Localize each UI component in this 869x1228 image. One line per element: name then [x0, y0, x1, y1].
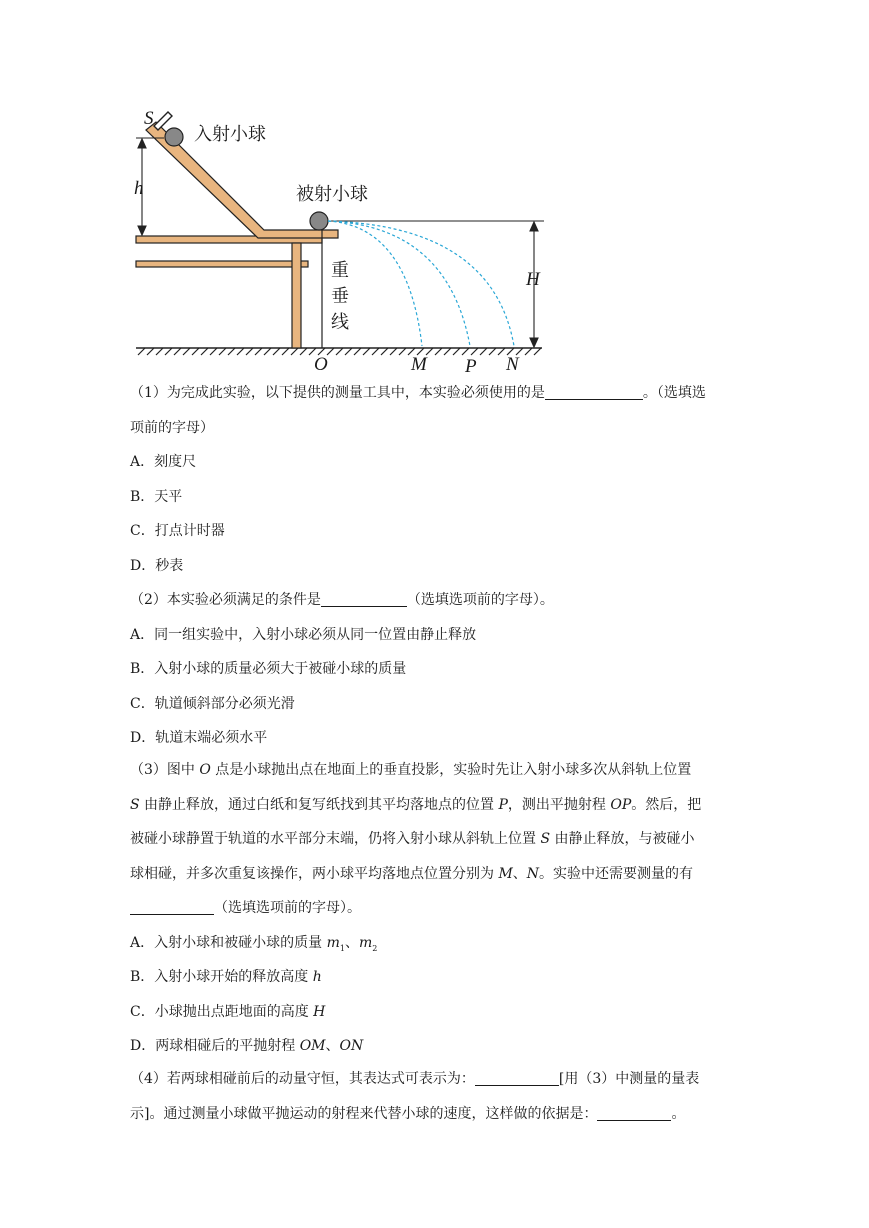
q1-answer-blank[interactable] — [545, 381, 643, 400]
ground-hatch-mark — [237, 348, 244, 355]
q1-option-b: B．天平 — [130, 488, 183, 505]
ground-hatch-mark — [264, 348, 271, 355]
label-target-ball: 被射小球 — [296, 184, 368, 205]
q3-l5-a: （选填选项前的字母）。 — [214, 900, 361, 916]
q3-line5 — [130, 891, 740, 926]
question-1 — [130, 376, 740, 583]
label-H: H — [526, 269, 540, 290]
ground-hatch-mark — [354, 348, 361, 355]
ground-hatch-mark — [273, 348, 280, 355]
ground-hatch-mark — [255, 348, 262, 355]
q2-stem-a: （2）本实验必须满足的条件是 — [130, 592, 321, 608]
label-S: S — [144, 108, 154, 129]
q3-option-d — [130, 1029, 740, 1064]
ground-hatch-mark — [336, 348, 343, 355]
ground-hatch-mark — [138, 348, 145, 355]
q3-l2-P: P — [498, 796, 508, 813]
q2-option-a: A．同一组实验中，入射小球必须从同一位置由静止释放 — [130, 626, 477, 643]
ground-hatch-mark — [300, 348, 307, 355]
q3-optA-sep: 、 — [344, 934, 359, 951]
ground — [136, 348, 542, 355]
q1-option-c: C．打点计时器 — [130, 523, 225, 539]
q2-option-d: D．轨道末端必须水平 — [130, 730, 268, 746]
q1-stem-a: （1）为完成此实验，以下提供的测量工具中，本实验必须使用的是 — [130, 385, 545, 401]
ground-hatch-mark — [435, 348, 442, 355]
table — [136, 236, 322, 348]
ground-hatch-mark — [453, 348, 460, 355]
q4-l1-b: [用（3）中测量的量表 — [558, 1071, 700, 1087]
q3-l3-S: S — [540, 831, 551, 847]
q3-l2-c: 。然后，把 — [631, 796, 702, 813]
trajectories — [328, 221, 514, 346]
label-P: P — [465, 356, 477, 377]
q4-answer-blank-2[interactable] — [597, 1102, 671, 1121]
q3-l4-a: 球相碰，并多次重复该操作，两小球平均落地点位置分别为 — [130, 865, 499, 882]
ground-hatch-mark — [480, 348, 487, 355]
ground-hatch-mark — [210, 348, 217, 355]
q3-optA-text: A．入射小球和被碰小球的质量 — [130, 934, 327, 951]
label-h: h — [134, 178, 144, 199]
q3-optA-m2: m — [358, 934, 373, 951]
q3-optC-text: C．小球抛出点距地面的高度 — [130, 1003, 314, 1020]
q3-l4-sep: 、 — [512, 865, 527, 882]
q3-l2-a: 由静止释放，通过白纸和复写纸找到其平均落地点的位置 — [139, 796, 499, 813]
q3-l2-b: ，测出平抛射程 — [507, 796, 611, 813]
label-plumb-2: 垂 — [331, 286, 349, 307]
ground-hatch-mark — [174, 348, 181, 355]
trajectory-P — [328, 221, 470, 346]
q2-option-c: C．轨道倾斜部分必须光滑 — [130, 695, 295, 712]
q3-optA-sub2: 2 — [372, 943, 378, 953]
q3-option-b — [130, 960, 740, 995]
q1-option-a: A．刻度尺 — [130, 454, 197, 470]
q3-line2 — [130, 788, 740, 823]
ground-hatch-mark — [534, 348, 541, 355]
ground-hatch-mark — [363, 348, 370, 355]
q3-option-c — [130, 995, 740, 1030]
trajectory-N — [328, 221, 514, 346]
ground-hatch-mark — [399, 348, 406, 355]
H-arrow — [328, 221, 544, 347]
incident-ball — [165, 128, 183, 146]
q2-option-b: B．入射小球的质量必须大于被碰小球的质量 — [130, 661, 407, 677]
q1-stem-line2: 项前的字母） — [130, 419, 214, 436]
q3-l4-b: 。实验中还需要测量的有 — [539, 865, 694, 882]
ground-hatch-mark — [372, 348, 379, 355]
ground-hatch-mark — [381, 348, 388, 355]
q3-line4 — [130, 857, 740, 892]
q3-optA-sub1: 1 — [339, 943, 345, 953]
ground-hatch-mark — [156, 348, 163, 355]
q3-option-a — [130, 926, 740, 961]
q1-stem-b: 。（选填选 — [642, 385, 706, 401]
ground-hatch-mark — [246, 348, 253, 355]
ground-hatch-mark — [192, 348, 199, 355]
ground-hatch-mark — [462, 348, 469, 355]
ground-hatch-mark — [525, 348, 532, 355]
q1-stem-line1 — [130, 376, 740, 411]
start-stopper — [154, 112, 172, 130]
experiment-diagram — [128, 108, 558, 378]
q3-l4-N: N — [526, 865, 540, 882]
q2-stem — [130, 583, 740, 618]
q3-optB-text: B．入射小球开始的释放高度 — [130, 969, 313, 985]
label-plumb-3: 线 — [331, 312, 349, 333]
q3-line1 — [130, 753, 740, 788]
ground-hatch-mark — [471, 348, 478, 355]
q3-l1-b: 点是小球抛出点在地面上的垂直投影，实验时先让入射小球多次从斜轨上位置 — [210, 762, 692, 778]
ground-hatch-mark — [489, 348, 496, 355]
ground-hatch-mark — [291, 348, 298, 355]
label-incident-ball: 入射小球 — [194, 124, 266, 145]
q4-l2-b: 。 — [671, 1105, 686, 1122]
q3-l4-M: M — [498, 865, 513, 882]
q3-optD-OM: OM — [299, 1038, 326, 1054]
q3-line3 — [130, 822, 740, 857]
q3-l2-S: S — [130, 796, 140, 813]
ground-hatch-mark — [147, 348, 154, 355]
ground-hatch-mark — [444, 348, 451, 355]
ground-hatch-mark — [327, 348, 334, 355]
question-4 — [130, 1062, 740, 1131]
question-3 — [130, 753, 740, 1064]
ground-hatch-mark — [228, 348, 235, 355]
q3-optB-h: h — [312, 969, 322, 985]
q3-l3-a: 被碰小球静置于轨道的水平部分末端，仍将入射小球从斜轨上位置 — [130, 831, 541, 847]
question-2 — [130, 583, 740, 756]
q3-optA-m1: m — [326, 934, 340, 951]
q3-l2-OP: OP — [610, 796, 632, 813]
q3-optD-sep: 、 — [325, 1038, 340, 1054]
label-M: M — [411, 354, 427, 375]
ground-hatch-mark — [201, 348, 208, 355]
q4-l2-a: 示]。通过测量小球做平抛运动的射程来代替小球的速度，这样做的依据是： — [130, 1105, 598, 1122]
label-plumb-1: 重 — [331, 260, 349, 281]
target-ball — [310, 212, 328, 230]
ground-hatch-mark — [282, 348, 289, 355]
ground-hatch-mark — [183, 348, 190, 355]
label-O: O — [314, 354, 328, 375]
q3-l3-b: 由静止释放，与被碰小 — [550, 831, 695, 847]
q1-option-d: D．秒表 — [130, 557, 184, 574]
ground-hatch-mark — [165, 348, 172, 355]
q4-line2 — [130, 1097, 740, 1132]
q4-l1-a: （4）若两球相碰前后的动量守恒，其表达式可表示为： — [130, 1071, 475, 1087]
q3-answer-blank[interactable] — [130, 896, 214, 915]
q4-answer-blank-1[interactable] — [475, 1067, 559, 1086]
ground-hatch-mark — [390, 348, 397, 355]
q3-optC-H: H — [313, 1003, 326, 1020]
q3-optD-text: D．两球相碰后的平抛射程 — [130, 1038, 300, 1054]
q3-optD-ON: ON — [339, 1038, 364, 1054]
q3-l1-a: （3）图中 — [130, 762, 200, 778]
label-N: N — [506, 354, 519, 375]
ground-hatch-mark — [345, 348, 352, 355]
q2-stem-b: （选填选项前的字母）。 — [406, 592, 554, 608]
ground-hatch-mark — [498, 348, 505, 355]
q3-l1-O: O — [199, 762, 211, 778]
q2-answer-blank[interactable] — [321, 588, 407, 607]
q4-line1 — [130, 1062, 740, 1097]
ground-hatch-mark — [426, 348, 433, 355]
ground-hatch-mark — [219, 348, 226, 355]
